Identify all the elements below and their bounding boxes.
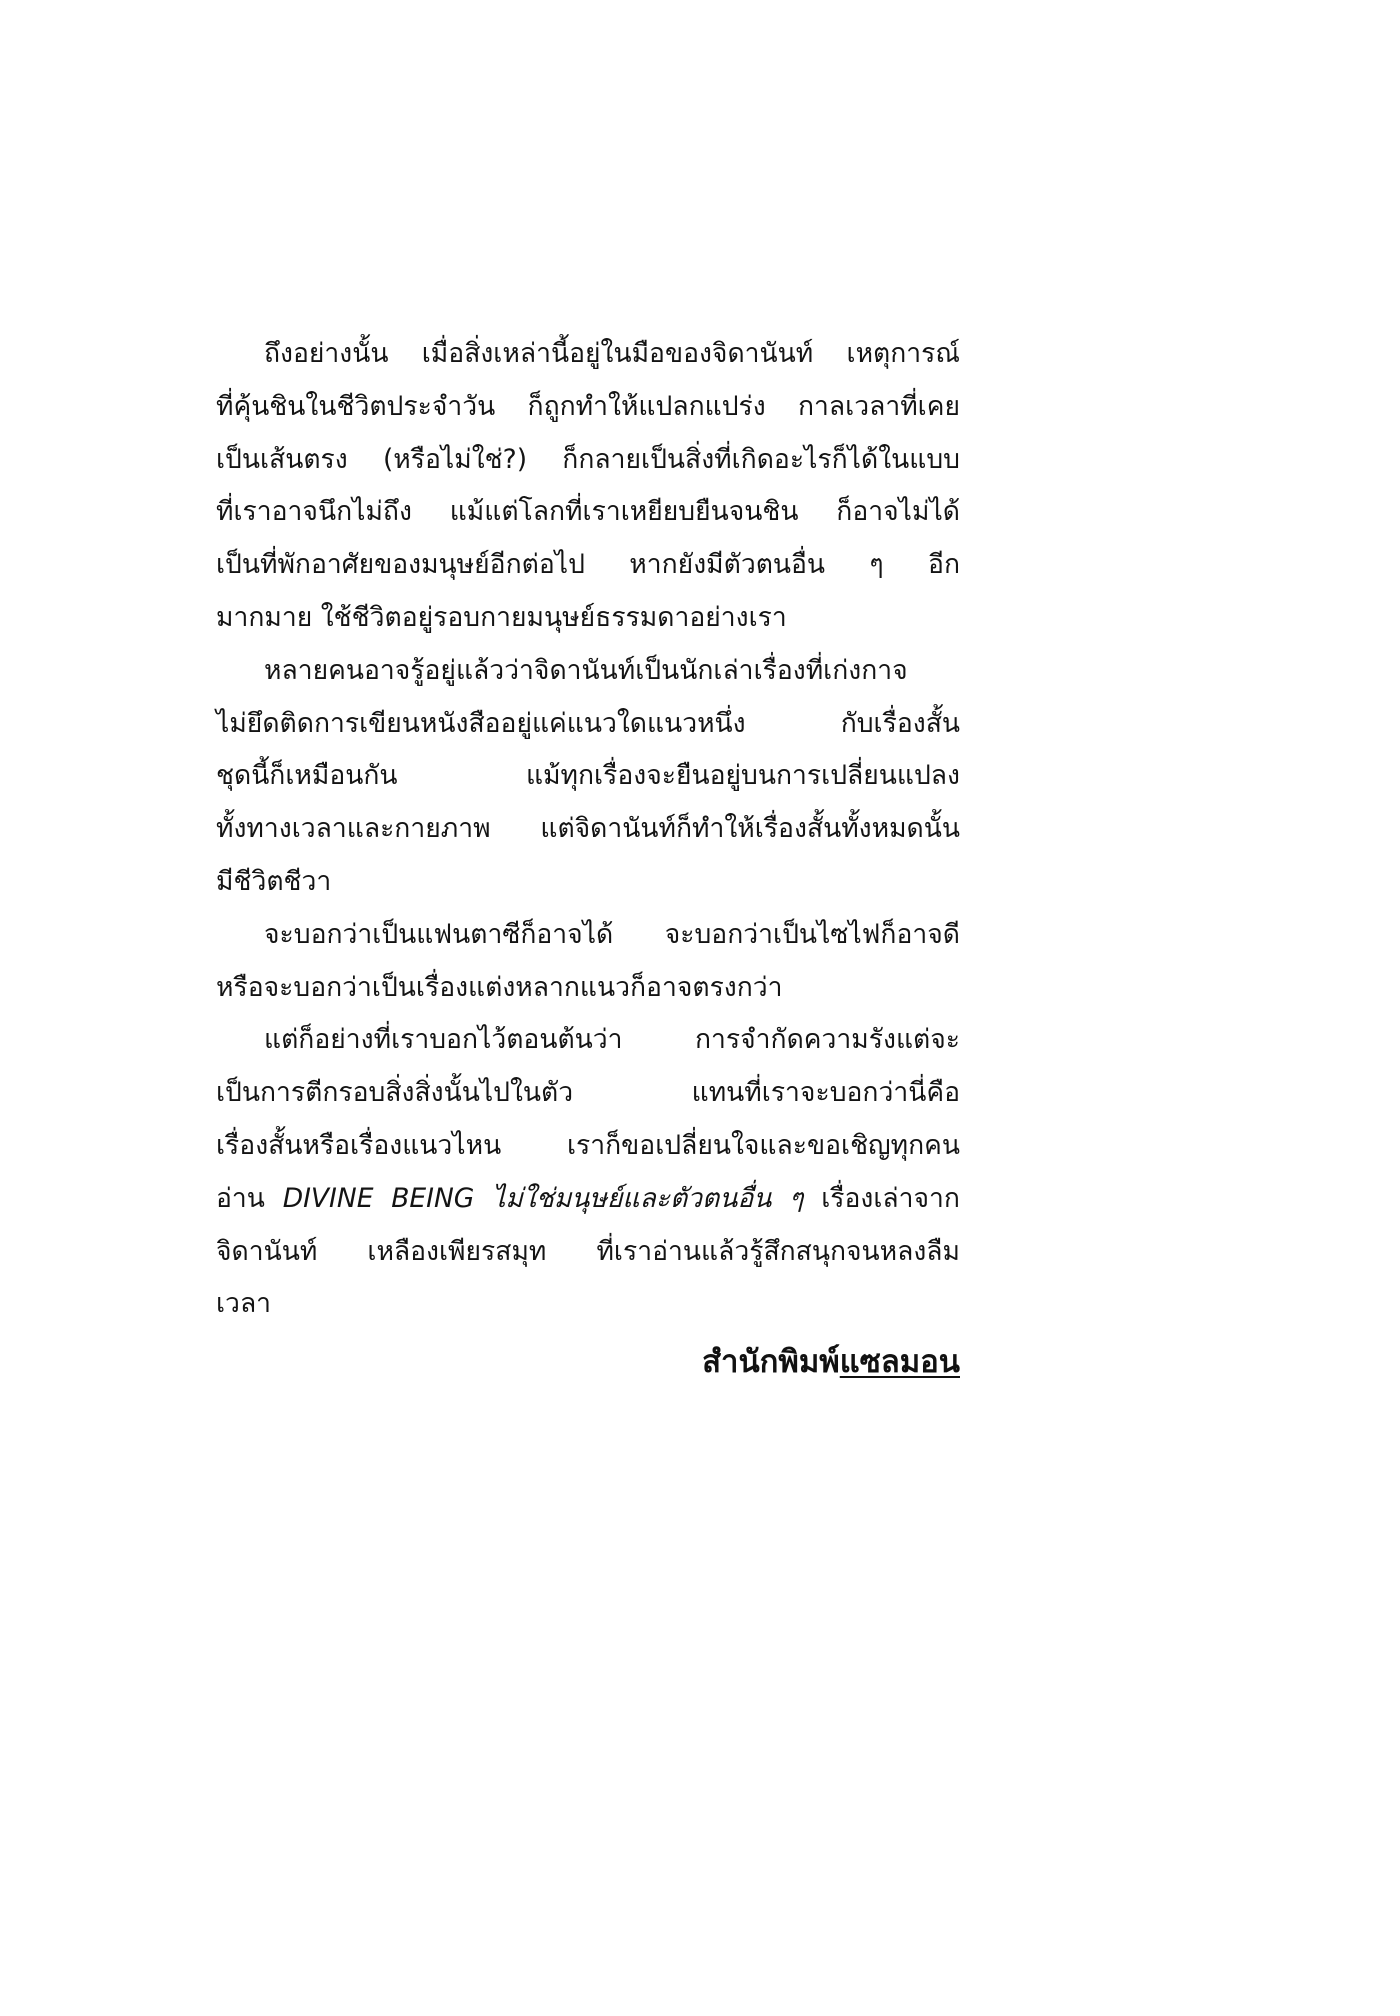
book-title: DIVINE BEING ไม่ใช่มนุษย์และตัวตนอื่น ๆ — [282, 1182, 804, 1214]
paragraph-2-line-2: ไม่ยึดติดการเขียนหนังสืออยู่แค่แนวใดแนวหนึ่ง กับเรื่องสั้น — [216, 707, 960, 739]
paragraph-4-line-4 — [216, 1173, 960, 1226]
paragraph-4-line-5: จิดานันท์ เหลืองเพียรสมุท ที่เราอ่านแล้วรู้สึกสนุกจนหลงลืม — [216, 1235, 960, 1267]
publisher-name: สำนักพิมพ์ — [702, 1344, 840, 1380]
paragraph-1-line-4: ที่เราอาจนึกไม่ถึง แม้แต่โลกที่เราเหยียบยืนจนชิน ก็อาจไม่ได้ — [216, 496, 960, 528]
paragraph-3-line-2: หรือจะบอกว่าเป็นเรื่องแต่งหลากแนวก็อาจตรงกว่า — [216, 971, 783, 1003]
paragraph-2-line-3: ชุดนี้ก็เหมือนกัน แม้ทุกเรื่องจะยืนอยู่บนการเปลี่ยนแปลง — [216, 760, 960, 792]
paragraph-2-line-4: ทั้งทางเวลาและกายภาพ แต่จิดานันท์ก็ทำให้เรื่องสั้นทั้งหมดนั้น — [216, 813, 960, 845]
publisher-signature — [702, 1340, 960, 1384]
paragraph-4-line-3: เรื่องสั้นหรือเรื่องแนวไหน เราก็ขอเปลี่ยนใจและขอเชิญทุกคน — [216, 1129, 960, 1161]
paragraph-2-line-5: มีชีวิตชีวา — [216, 865, 332, 897]
title-prefix: อ่าน — [216, 1182, 265, 1214]
paragraph-1-line-1: ถึงอย่างนั้น เมื่อสิ่งเหล่านี้อยู่ในมือของจิดานันท์ เหตุการณ์ — [264, 338, 960, 369]
paragraph-4-line-2: เป็นการตีกรอบสิ่งสิ่งนั้นไปในตัว แทนที่เราจะบอกว่านี่คือ — [216, 1077, 960, 1109]
title-suffix: เรื่องเล่าจาก — [821, 1182, 960, 1214]
paragraph-1-line-2: ที่คุ้นชินในชีวิตประจำวัน ก็ถูกทำให้แปลกแปร่ง กาลเวลาที่เคย — [216, 390, 960, 422]
paragraph-4-line-1: แต่ก็อย่างที่เราบอกไว้ตอนต้นว่า การจำกัดความรังแต่จะ — [264, 1024, 960, 1056]
paragraph-1-line-5: เป็นที่พักอาศัยของมนุษย์อีกต่อไป หากยังมีตัวตนอื่น ๆ อีก — [216, 549, 960, 581]
publisher-brand: แซลมอน — [839, 1344, 960, 1380]
paragraph-1-line-3: เป็นเส้นตรง (หรือไม่ใช่?) ก็กลายเป็นสิ่งที่เกิดอะไรก็ได้ในแบบ — [216, 443, 960, 475]
paragraph-2-line-1: หลายคนอาจรู้อยู่แล้วว่าจิดานันท์เป็นนักเล่าเรื่องที่เก่งกาจ — [264, 654, 908, 686]
paragraph-3-line-1: จะบอกว่าเป็นแฟนตาซีก็อาจได้ จะบอกว่าเป็นไซไฟก็อาจดี — [264, 918, 960, 950]
blurb-text — [216, 328, 960, 1331]
paragraph-1-line-6: มากมาย ใช้ชีวิตอยู่รอบกายมนุษย์ธรรมดาอย่างเรา — [216, 601, 787, 633]
paragraph-4-line-6: เวลา — [216, 1288, 272, 1320]
